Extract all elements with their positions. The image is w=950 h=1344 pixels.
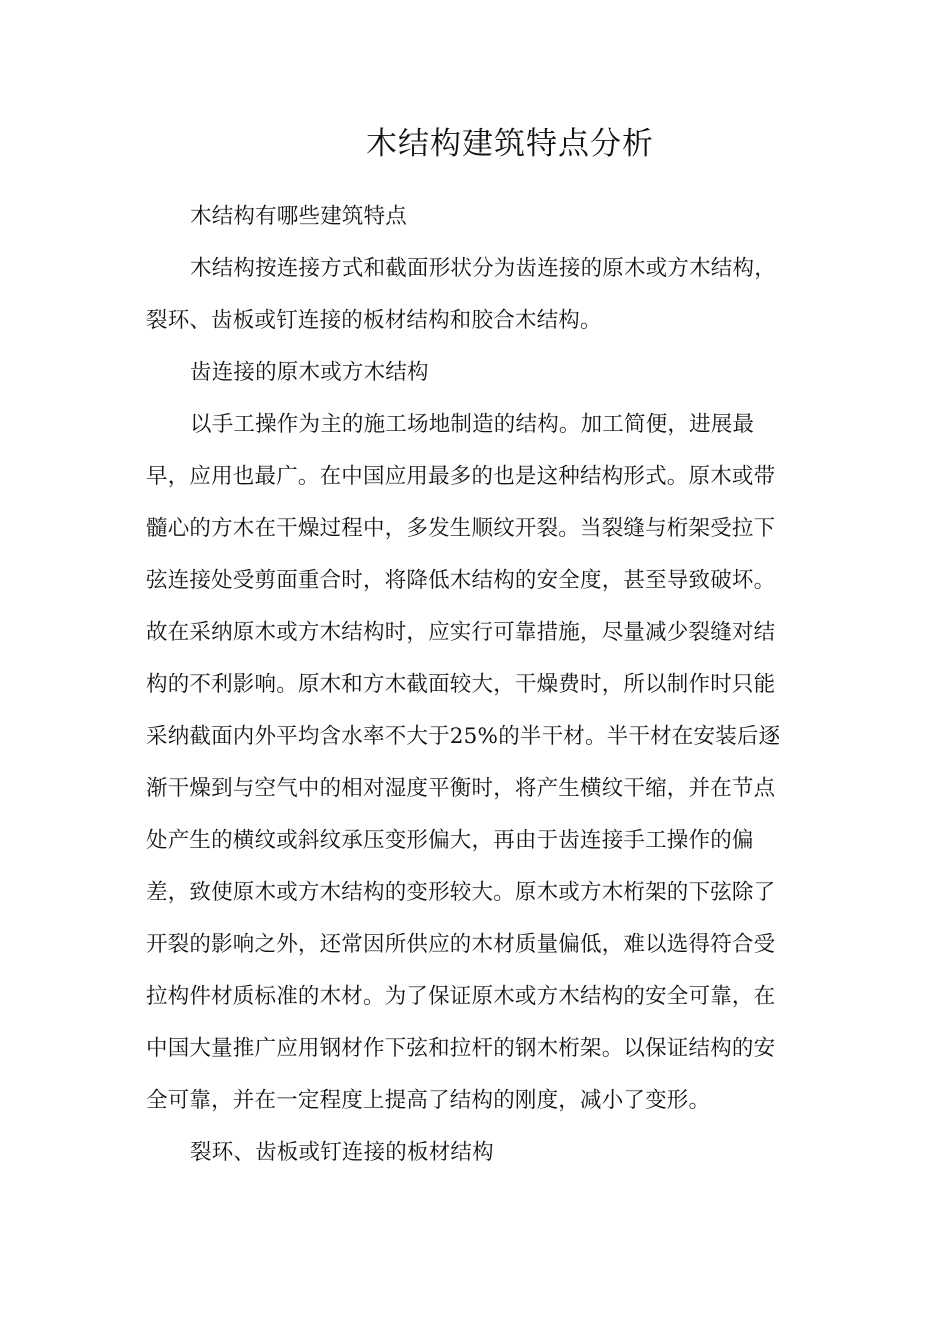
text-line: 中国大量推广应用钢材作下弦和拉杆的钢木桁架。以保证结构的安 [146, 1036, 776, 1061]
text-line: 木结构按连接方式和截面形状分为齿连接的原木或方木结构， [190, 256, 776, 281]
document-title: 木结构建筑特点分析 [366, 126, 654, 162]
text-line: 裂环、齿板或钉连接的板材结构和胶合木结构。 [146, 308, 602, 333]
text-line: 裂环、齿板或钉连接的板材结构 [190, 1140, 494, 1165]
text-line: 处产生的横纹或斜纹承压变形偏大，再由于齿连接手工操作的偏 [146, 828, 754, 853]
text-line: 髓心的方木在干燥过程中，多发生顺纹开裂。当裂缝与桁架受拉下 [146, 516, 776, 541]
text-line: 差，致使原木或方木结构的变形较大。原木或方木桁架的下弦除了 [146, 880, 776, 905]
paragraph-classification [146, 243, 798, 347]
paragraph-heading-features [146, 191, 798, 243]
text-line: 开裂的影响之外，还常因所供应的木材质量偏低，难以选得符合受 [146, 932, 776, 957]
text-line: 全可靠，并在一定程度上提高了结构的刚度，减小了变形。 [146, 1088, 711, 1113]
document-body [146, 191, 798, 1179]
text-line: 拉构件材质标准的木材。为了保证原木或方木结构的安全可靠，在 [146, 984, 776, 1009]
text-line: 构的不利影响。原木和方木截面较大，干燥费时，所以制作时只能 [146, 672, 776, 697]
text-line: 故在采纳原木或方木结构时，应实行可靠措施，尽量减少裂缝对结 [146, 620, 776, 645]
text-line: 木结构有哪些建筑特点 [190, 204, 408, 229]
paragraph-heading-plank-structure [146, 1127, 798, 1179]
text-line: 以手工操作为主的施工场地制造的结构。加工简便，进展最 [190, 412, 755, 437]
paragraph-heading-log-structure [146, 347, 798, 399]
text-line: 渐干燥到与空气中的相对湿度平衡时，将产生横纹干缩，并在节点 [146, 776, 776, 801]
text-line: 采纳截面内外平均含水率不大于25%的半干材。半干材在安装后逐 [146, 724, 781, 749]
paragraph-log-structure-body [146, 399, 798, 1127]
text-line: 早，应用也最广。在中国应用最多的也是这种结构形式。原木或带 [146, 464, 776, 489]
text-line: 弦连接处受剪面重合时，将降低木结构的安全度，甚至导致破坏。 [146, 568, 776, 593]
text-line: 齿连接的原木或方木结构 [190, 360, 429, 385]
